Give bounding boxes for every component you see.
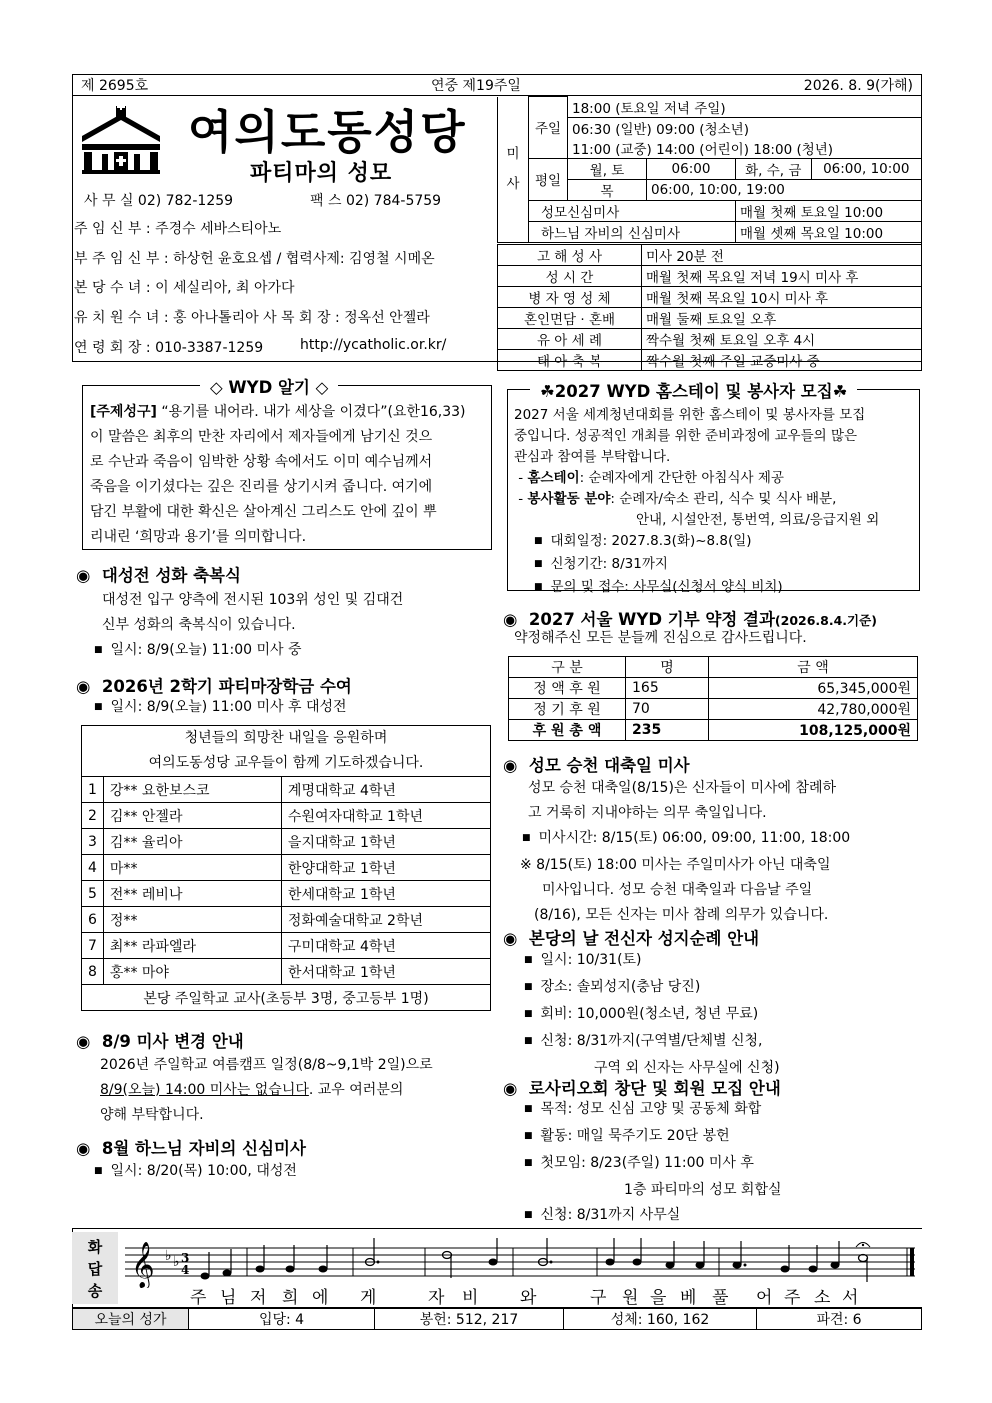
service-time: 미사 20분 전: [642, 245, 922, 266]
table-row: 정 기 후 원 70 42,780,000원: [509, 699, 918, 720]
svg-text:4: 4: [181, 1263, 190, 1277]
service-name: 태 아 축 복: [498, 350, 642, 371]
staff-sisters: 본 당 수 녀 : 이 세실리아, 최 아가다: [74, 280, 295, 296]
mercy-title: ◉ 8월 하느님 자비의 신심미사: [76, 1139, 306, 1158]
hymns-label: 오늘의 성가: [73, 1309, 189, 1329]
scholarship-header-2: 여의도동성당 교우들이 함께 기도하겠습니다.: [148, 755, 424, 771]
table-row: 5 전** 레비나 한세대학교 1학년: [82, 881, 491, 907]
special-mass-2: 하느님 자비의 신심미사: [529, 221, 736, 242]
scholarship-time: ■ 일시: 8/9(오늘) 11:00 미사 후 대성전: [94, 695, 347, 722]
staff-elderly: 연 령 회 장 : 010-3387-1259: [74, 340, 264, 356]
weekday-time1: 06:00: [647, 158, 736, 179]
scholarship-title: ◉ 2026년 2학기 파티마장학금 수여: [76, 677, 352, 696]
service-time: 짝수월 첫째 주일 교중미사 중: [642, 350, 922, 371]
service-name: 혼인면담 · 혼배: [498, 308, 642, 329]
scholarship-header-1: 청년들의 희망찬 내일을 응원하며: [184, 730, 388, 746]
table-row: 6 정** 정화예술대학교 2학년: [82, 907, 491, 933]
weekday-label: 평일: [529, 158, 568, 200]
church-name: 여의도동성당: [188, 105, 467, 159]
weekday-day3: 목: [568, 179, 647, 200]
assumption-text: 성모 승천 대축일(8/15)은 신자들이 미사에 참례하 고 거룩히 지내야하는 의무 축일입니다. ■ 미사시간: 8/15(토) 06:00, 09:00, 11:00, 18:00 ※ 8/15(토) 18:00 미사는 주일미사가 아닌 대축일 미사입니다. 성모 승천 대축일과 다음날 주일 (8/16), 모든 신자는 미사 참례 의무가 있습니다.: [528, 776, 850, 928]
service-time: 매월 첫째 목요일 10시 미사 후: [642, 287, 922, 308]
table-row: 3 김** 율리아 을지대학교 1학년: [82, 829, 491, 855]
weekday-time3: 06:00, 10:00, 19:00: [647, 179, 922, 200]
staff-assistant: 부 주 임 신 부 : 하상헌 윤호요셉 / 협력사제: 김영철 시메온: [74, 251, 435, 267]
mass-label: 미 사: [498, 97, 529, 243]
mass-change-title: ◉ 8/9 미사 변경 안내: [76, 1032, 244, 1051]
staff-kindergarten: 유 치 원 수 녀 : 홍 아나톨리아 사 목 회 장 : 정옥선 안젤라: [74, 310, 430, 326]
service-time: 매월 둘째 토요일 오후: [642, 308, 922, 329]
scholarship-table: [81, 725, 491, 1011]
service-name: 성 시 간: [498, 266, 642, 287]
table-row: 7 최** 라파엘라 구미대학교 4학년: [82, 933, 491, 959]
fax-number: 팩 스 02) 784-5759: [310, 193, 442, 209]
assumption-title: ◉ 성모 승천 대축일 미사: [503, 756, 690, 775]
issue-number: 제 2695호: [81, 78, 149, 94]
blessing-text: 대성전 입구 양측에 전시된 103위 성인 및 김대건 신부 성화의 축복식이 있습니다. ■ 일시: 8/9(오늘) 11:00 미사 중: [102, 588, 403, 665]
wyd-know-title: ◇ WYD 알기 ◇: [200, 374, 338, 398]
mass-schedule-table: [497, 96, 922, 243]
table-row: 2 김** 안젤라 수원여자대학교 1학년: [82, 803, 491, 829]
issue-date: 2026. 8. 9(가해): [803, 78, 913, 94]
table-row: 후 원 총 액 235 108,125,000원: [509, 720, 918, 741]
pledge-title: ◉ 2027 서울 WYD 기부 약정 결과(2026.8.4.기준): [503, 610, 877, 629]
psalm-score: [125, 1238, 920, 1288]
special-mass-1-time: 매월 첫째 토요일 10:00: [736, 200, 922, 221]
special-mass-1: 성모신심미사: [529, 200, 736, 221]
recessional-hymn: 파견: 6: [816, 1312, 862, 1328]
mass-change-text: 2026년 주일학교 여름캠프 일정(8/8~9,1박 2일)으로 8/9(오늘) 14:00 미사는 없습니다. 교우 여러분의 양해 부탁합니다.: [100, 1057, 433, 1123]
entrance-hymn: 입당: 4: [189, 1309, 375, 1329]
offertory-hymn: 봉헌: 512, 217: [375, 1309, 564, 1329]
service-name: 병 자 영 성 체: [498, 287, 642, 308]
rosary-text: ■ 목적: 성모 신심 고양 및 공동체 화합 ■ 활동: 매일 묵주기도 20단 봉헌 ■ 첫모임: 8/23(주일) 11:00 미사 후 1층 파티마의 성모 회합실 ■ 신청: 8/31까지 사무실: [524, 1097, 782, 1230]
church-subtitle: 파티마의 성모: [250, 161, 393, 186]
table-row: 4 마** 한양대학교 1학년: [82, 855, 491, 881]
svg-text:𝄞: 𝄞: [131, 1242, 155, 1288]
staff-pastor: 주 임 신 부 : 주경수 세바스티아노: [74, 221, 282, 237]
services-table: [497, 244, 922, 371]
office-phone: 사 무 실 02) 782-1259: [84, 193, 234, 209]
table-row: 1 강** 요한보스코 계명대학교 4학년: [82, 777, 491, 803]
wyd-know-label: [주제성구]: [90, 404, 157, 420]
wyd-homestay-title: ☘2027 WYD 홈스테이 및 봉사자 모집☘: [530, 378, 857, 402]
weekday-day2: 화, 수, 금: [736, 158, 812, 179]
blessing-title: ◉ 대성전 성화 축복식: [76, 566, 241, 585]
svg-text:♭: ♭: [173, 1254, 180, 1270]
weekday-day1: 월, 토: [568, 158, 647, 179]
svg-text:♭: ♭: [165, 1248, 172, 1264]
church-logo-icon: [82, 104, 160, 174]
mercy-time: ■ 일시: 8/20(목) 10:00, 대성전: [94, 1159, 297, 1186]
wyd-know-text: [주제성구] “용기를 내어라. 내가 세상을 이겼다”(요한16,33) 이 말씀은 최후의 만찬 자리에서 제자들에게 남기신 것으 로 수난과 죽음이 임박한 상황 속에서도 이미 예수님께서 죽음을 이기셨다는 깊은 진리를 상기시켜 줍니다. 여기에 담긴 부활에 대한 확신은 살아계신 그리스도 안에 깊이 뿌 리내린 ‘희망과 용기’를 의미합니다.: [90, 404, 466, 545]
pilgrimage-text: ■ 일시: 10/31(토) ■ 장소: 솔뫼성지(충남 당진) ■ 회비: 10,000원(청소년, 청년 무료) ■ 신청: 8/31까지(구역별/단체별 신청, 구역 외 신자는 사무실에 신청): [524, 948, 780, 1081]
scholarship-footer: 본당 주일학교 교사(초등부 3명, 중고등부 1명): [82, 985, 491, 1011]
communion-hymn: 성체: 160, 162: [564, 1309, 757, 1329]
special-mass-2-time: 매월 셋째 목요일 10:00: [736, 221, 922, 242]
hymns-bar: [72, 1308, 922, 1330]
pledge-thanks: 약정해주신 모든 분들께 진심으로 감사드립니다.: [514, 630, 807, 646]
pilgrimage-title: ◉ 본당의 날 전신자 성지순례 안내: [503, 929, 760, 948]
sunday-row-a: 06:30 (일반) 09:00 (청소년): [568, 117, 922, 138]
weekday-time2: 06:00, 10:00: [811, 158, 921, 179]
service-time: 매월 첫째 목요일 저녁 19시 미사 후: [642, 266, 922, 287]
svg-text:3: 3: [181, 1251, 190, 1265]
website-link[interactable]: http://ycatholic.or.kr/: [300, 337, 447, 353]
rosary-title: ◉ 로사리오회 창단 및 회원 모집 안내: [503, 1079, 781, 1098]
pledge-table: 구 분 명 금 액 정 액 후 원 165 65,345,000원 정 기 후 원 70 42,780,000원 후 원 총 액 235 108,125,000원: [508, 656, 918, 741]
table-row: 8 홍** 마야 한서대학교 1학년: [82, 959, 491, 985]
table-row: 정 액 후 원 165 65,345,000원: [509, 678, 918, 699]
service-name: 고 해 성 사: [498, 245, 642, 266]
response-label: 화 답 송: [72, 1232, 118, 1304]
service-name: 유 아 세 례: [498, 329, 642, 350]
service-time: 짝수월 첫째 토요일 오후 4시: [642, 329, 922, 350]
wyd-homestay-text: 2027 서울 세계청년대회를 위한 홈스테이 및 봉사자를 모집 중입니다. 성공적인 개최를 위한 준비과정에 교우들의 많은 관심과 참여를 부탁합니다. - 홈스테이: 순례자에게 간단한 아침식사 제공 - 봉사활동 분야: 순례자/숙소 관리, 식수 및 식사 배분, 안내, 시설안전, 통번역, 의료/응급지원 외 ■ 대회일정: 2027.8.3(화)~8.8(일) ■ 신청기간: 8/31까지 ■ 문의 및 접수: 사무실(신청서 양식 비치): [514, 405, 879, 600]
sunday-evening: 18:00 (토요일 저녁 주일): [568, 97, 922, 118]
issue-bar: [72, 74, 922, 96]
liturgical-week: 연중 제19주일: [431, 78, 521, 94]
sunday-row-b: 11:00 (교중) 14:00 (어린이) 18:00 (청년): [568, 138, 922, 159]
psalm-lyrics: 주 님 저 희 에 게 자 비 와 구 원 을 베 풀 어 주 소 서: [190, 1288, 860, 1308]
sunday-label: 주일: [529, 97, 568, 159]
